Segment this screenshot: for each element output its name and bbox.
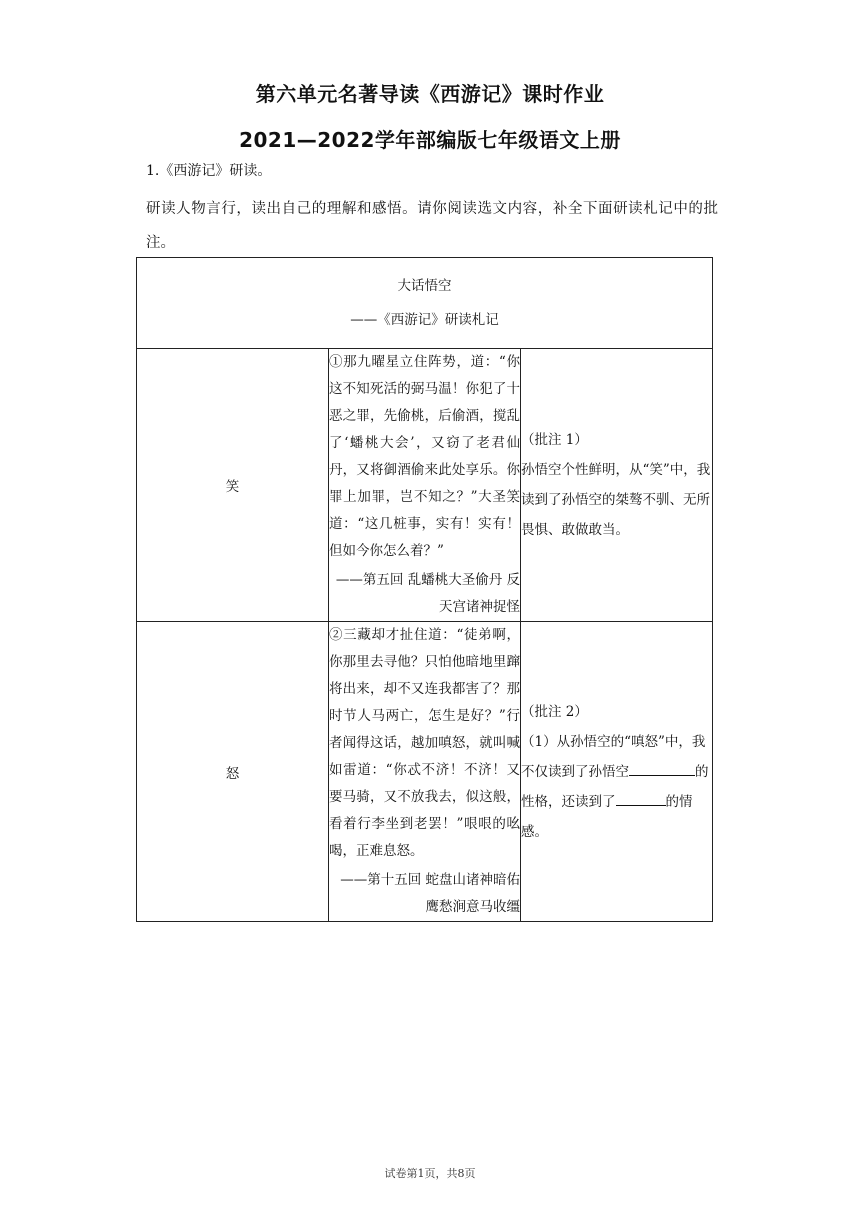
fill-blank[interactable] [629, 761, 695, 776]
row-side-label: 怒 [137, 622, 329, 922]
annotation-text [521, 727, 712, 847]
annotation-label: （批注 2） [521, 703, 588, 720]
passage-text: ②三藏却才扯住道：“徒弟啊，你那里去寻他？只怕他暗地里蹿将出来，却不又连我都害了？那时节人马两亡，怎生是好？”行者闻得这话，越加嗔怒，就叫喊如雷道：“你忒不济！不济！又要马骑，又不放我去，似这般，看着行李坐到老罢！”哏哏的吆喝，正难息怒。 [329, 627, 520, 859]
fill-blank[interactable] [616, 791, 666, 806]
passage-source: ——第五回 乱蟠桃大圣偷丹 反天宫诸神捉怪 [335, 572, 520, 615]
row-annotation [521, 349, 713, 622]
table-heading: 大话悟空 [397, 278, 452, 294]
passage-text: ①那九曜星立住阵势，道：“你这不知死活的弼马温！你犯了十恶之罪，先偷桃，后偷酒，搅乱了‘蟠桃大会’，又窃了老君仙丹，又将御酒偷来此处享乐。你罪上加罪，岂不知之？”大圣 [329, 354, 520, 505]
study-notes-table [136, 257, 713, 922]
annotation-text-part: （1）从孙悟空的“嗔怒”中，我不仅读到了孙悟空 [521, 733, 706, 780]
annotation-label: （批注 1） [521, 432, 588, 448]
passage-source: ——第十五回 蛇盘山诸神暗佑 鹰愁涧意马收缰 [340, 872, 520, 915]
question-number-title: 1.《西游记》研读。 [146, 163, 272, 179]
annotation-text-part: 的情感。 [521, 793, 693, 840]
page-footer: 试卷第1页，共8页 [384, 1167, 476, 1180]
row-passage [329, 349, 521, 622]
table-header-cell [137, 258, 713, 349]
table-subheading: ——《西游记》研读札记 [350, 312, 499, 328]
row-side-label: 笑 [137, 349, 329, 622]
annotation-text: 孙悟空个性鲜明，从“笑”中，我读到了孙悟空的桀骜不驯、无所畏惧、敢做敢当。 [521, 462, 711, 538]
table-row [137, 622, 713, 922]
row-annotation [521, 622, 713, 922]
table-row [137, 349, 713, 622]
document-subtitle: 2021—2022学年部编版七年级语文上册 [239, 128, 621, 152]
table-header-row [137, 258, 713, 349]
annotation-text-part: 的性格，还读到了 [521, 763, 709, 810]
emphasis-mark: 笑 [506, 489, 520, 505]
document-title: 第六单元名著导读《西游记》课时作业 [255, 82, 605, 106]
row-passage [329, 622, 521, 922]
passage-text: 道：“这几桩事，实有！实有！但如今你怎么着？” [329, 516, 520, 559]
question-instruction: 研读人物言行，读出自己的理解和感悟。请你阅读选文内容，补全下面研读札记中的批注。 [146, 201, 718, 251]
